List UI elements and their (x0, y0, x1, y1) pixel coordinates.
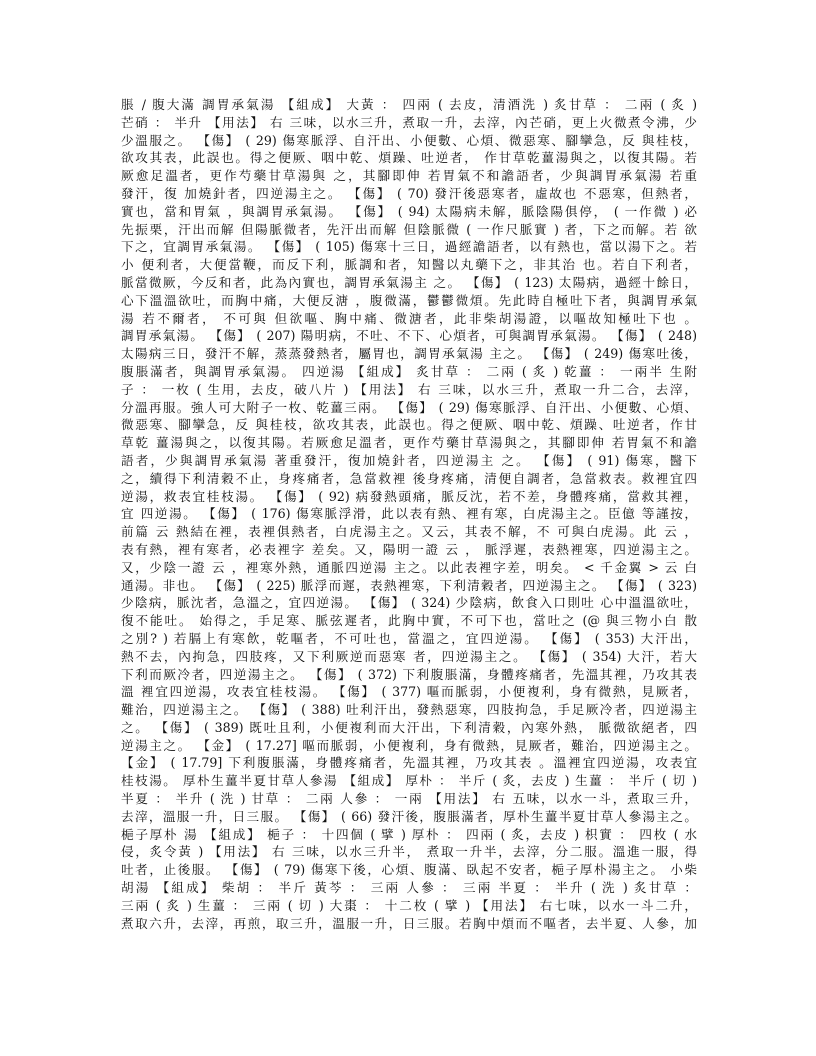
text-line: 脈當微厥，今反和者，此為內實也，調胃承氣湯主 之。 【傷】 ( 123) 太陽病，過經十餘日， (121, 274, 697, 290)
text-line: 前篇 云 熱結在裡，表裡俱熱者，白虎湯主之。又云，其表不解，不 可與白虎湯。此 云 ， (121, 524, 697, 540)
text-line: 去滓，溫服一升，日三服。 【傷】 ( 66) 發汗後，腹脹滿者，厚朴生薑半夏甘草人參湯主之。 (121, 808, 697, 824)
text-line: 脹 / 腹大滿 調胃承氣湯 【組成】 大黃 ： 四兩 ( 去皮，清酒洗 ) 炙甘草 ： 二兩 ( 炙 ) (121, 97, 697, 112)
text-line: 復不能吐。 始得之，手足寒、脈弦遲者，此胸中實，不可下也，當吐之 (@ 與三物小白 散 (121, 613, 697, 629)
text-line: 梔子厚朴 湯 【組成】 梔子 ： 十四個 ( 擘 ) 厚朴 ： 四兩 ( 炙，去皮 ) 枳實 ： 四枚 ( 水 (121, 826, 697, 842)
text-line: 之別? ) 若膈上有寒飲，乾嘔者，不可吐也，當溫之，宜四逆湯。 【傷】 ( 353) 大汗出， (121, 630, 697, 646)
text-line: 分溫再服。強人可大附子一枚、乾薑三兩。 【傷】 ( 29) 傷寒脈浮、自汗出、小便數、心煩、 (121, 399, 697, 415)
text-line: 下之，宜調胃承氣湯。 【傷】 ( 105) 傷寒十三日，過經譫語者，以有熱也，當以湯下之。若 (121, 239, 697, 255)
text-line: 少陰病，脈沈者，急溫之，宜四逆湯。 【傷】 ( 324) 少陰病，飲食入口則吐 心中溫溫欲吐， (121, 595, 697, 611)
body-text (121, 96, 697, 932)
text-line: 之。 【傷】 ( 389) 既吐且利，小便複利而大汗出，下利清穀，內寒外熱， 脈微欲絕者，四 (121, 719, 697, 735)
text-line: 三兩 ( 炙 ) 生薑 ： 三兩 ( 切 ) 大棗 ： 十二枚 ( 擘 ) 【用法】 右七味，以水一斗二升， (121, 897, 697, 913)
text-line: 逆湯主之。 【金】 ( 17.27] 嘔而脈弱，小便複利，身有微熱，見厥者，難治，四逆湯主之。 (121, 737, 697, 753)
text-line: 少溫服之。 【傷】 ( 29) 傷寒脈浮、自汗出、小便數、心煩、微惡寒、腳攣急，反 與桂枝， (121, 132, 697, 148)
text-line: 又，少陰一證 云 ，裡寒外熱，通脈四逆湯 主之。以此表裡字差，明矣。 < 千金翼 > 云 白 (121, 559, 697, 575)
text-line: 煮取六升，去滓，再煎，取三升，溫服一升，日三服。若胸中煩而不嘔者，去半夏、人參，加 (121, 915, 697, 931)
text-line: 子 ： 一枚 ( 生用，去皮，破八片 ) 【用法】 右 三味，以水三升，煮取一升二合，去滓， (121, 381, 697, 397)
text-line: 先振栗，汗出而解 但陽脈微者，先汗出而解 但陰脈微 ( 一作尺脈實 ) 者，下之而解。若 欲 (121, 221, 697, 237)
text-line: 腹脹滿者，與調胃承氣湯。 四逆湯 【組成】 炙甘草 ： 二兩 ( 炙 ) 乾薑 ： 一兩半 生附 (121, 363, 697, 379)
text-line: 侵，炙令黃 ) 【用法】 右 三味，以水三升半， 煮取一升半，去滓，分二服。溫進一服，得 (121, 844, 697, 860)
text-line: 【金】 ( 17.79] 下利腹脹滿，身體疼痛者，先溫其裡，乃攻其表 。溫裡宜四逆湯，攻表宜 (121, 755, 697, 771)
text-line: 微惡寒、腳攣急，反 與桂枝，欲攻其表，此誤也。得之便厥、咽中乾、煩躁、吐逆者，作甘 (121, 417, 697, 433)
text-line: 熱不去，內拘急，四肢疼，又下利厥逆而惡寒 者，四逆湯主之。 【傷】 ( 354) 大汗，若大 (121, 648, 697, 664)
text-line: 之，續得下利清穀不止，身疼痛者，急當救裡 後身疼痛，清便自調者，急當救表。救裡宜四 (121, 470, 697, 486)
text-line: 芒硝 ： 半升 【用法】 右 三味，以水三升，煮取一升，去滓，內芒硝，更上火微煮令沸，少 (121, 114, 697, 130)
text-line: 表有熱，裡有寒者，必表裡字 差矣。又，陽明一證 云 ， 脈浮遲，表熱裡寒，四逆湯主之。 (121, 541, 697, 557)
text-line: 欲攻其表，此誤也。得之便厥、咽中乾、煩躁、吐逆者， 作甘草乾薑湯與之，以復其陽。若 (121, 150, 697, 166)
text-line: 太陽病三日，發汗不解，蒸蒸發熱者，屬胃也，調胃承氣湯 主之。 【傷】 ( 249) 傷寒吐後， (121, 346, 697, 362)
text-line: 心下溫溫欲吐，而胸中痛，大便反溏 ，腹微滿，鬱鬱微煩。先此時自極吐下者，與調胃承氣 (121, 292, 697, 308)
text-line: 桂枝湯。 厚朴生薑半夏甘草人參湯 【組成】 厚朴 ： 半斤 ( 炙，去皮 ) 生薑 ： 半斤 ( 切 ) (121, 773, 697, 789)
text-line: 半夏 ： 半升 ( 洗 ) 甘草 ： 二兩 人參 ： 一兩 【用法】 右 五味，以水一斗，煮取三升， (121, 791, 697, 807)
text-line: 小 便利者，大便當鞭，而反下利，脈調和者，知醫以丸藥下之，非其治 也。若自下利者， (121, 257, 697, 273)
text-line: 實也，當和胃氣 ，與調胃承氣湯。 【傷】 ( 94) 太陽病未解，脈陰陽俱停， ( 一作微 ) 必 (121, 203, 697, 219)
text-line: 下利而厥冷者，四逆湯主之。 【傷】 ( 372) 下利腹脹滿，身體疼痛者，先溫其裡，乃攻其表 (121, 666, 697, 682)
text-line: 厥愈足溫者，更作芍藥甘草湯與 之，其腳即伸 若胃氣不和譫語者，少與調胃承氣湯 若重 (121, 168, 697, 184)
text-line: 通湯。非也。 【傷】 ( 225) 脈浮而遲，表熱裡寒，下利清穀者，四逆湯主之。 【傷】 ( 323) (121, 577, 697, 593)
text-line: 胡湯 【組成】 柴胡 ： 半斤 黃芩 ： 三兩 人參 ： 三兩 半夏 ： 半升 ( 洗 ) 炙甘草 ： (121, 880, 697, 896)
text-line: 吐者，止後服。 【傷】 ( 79) 傷寒下後，心煩、腹滿、臥起不安者，梔子厚朴湯主之。 小柴 (121, 862, 697, 878)
text-line: 發汗，復 加燒針者，四逆湯主之。 【傷】 ( 70) 發汗後惡寒者，虛故也 不惡寒，但熱者， (121, 185, 697, 201)
text-line: 草乾 薑湯與之，以復其陽。若厥愈足溫者，更作芍藥甘草湯與之，其腳即伸 若胃氣不和譫 (121, 435, 697, 451)
text-line: 調胃承氣湯。 【傷】 ( 207) 陽明病，不吐、不下、心煩者，可與調胃承氣湯。 【傷】 ( 248) (121, 328, 697, 344)
text-line: 逆湯，救表宜桂枝湯。 【傷】 ( 92) 病發熱頭痛，脈反沈，若不差，身體疼痛，當救其裡， (121, 488, 697, 504)
text-line: 溫 裡宜四逆湯，攻表宜桂枝湯。 【傷】 ( 377) 嘔而脈弱，小便複利，身有微熱，見厥者， (121, 684, 697, 700)
text-line: 語者，少與調胃承氣湯 著重發汗，復加燒針者，四逆湯主 之。 【傷】 ( 91) 傷寒，醫下 (121, 452, 697, 468)
text-line: 難治，四逆湯主之。 【傷】 ( 388) 吐利汗出，發熱惡寒，四肢拘急，手足厥冷者，四逆湯主 (121, 702, 697, 718)
text-line: 宜 四逆湯。 【傷】 ( 176) 傷寒脈浮滑，此以表有熱、裡有寒，白虎湯主之。臣億 等謹按， (121, 506, 697, 522)
text-line: 湯 若不爾者， 不可與 但欲嘔、胸中痛、微溏者，此非柴胡湯證，以嘔故知極吐下也 。 (121, 310, 697, 326)
